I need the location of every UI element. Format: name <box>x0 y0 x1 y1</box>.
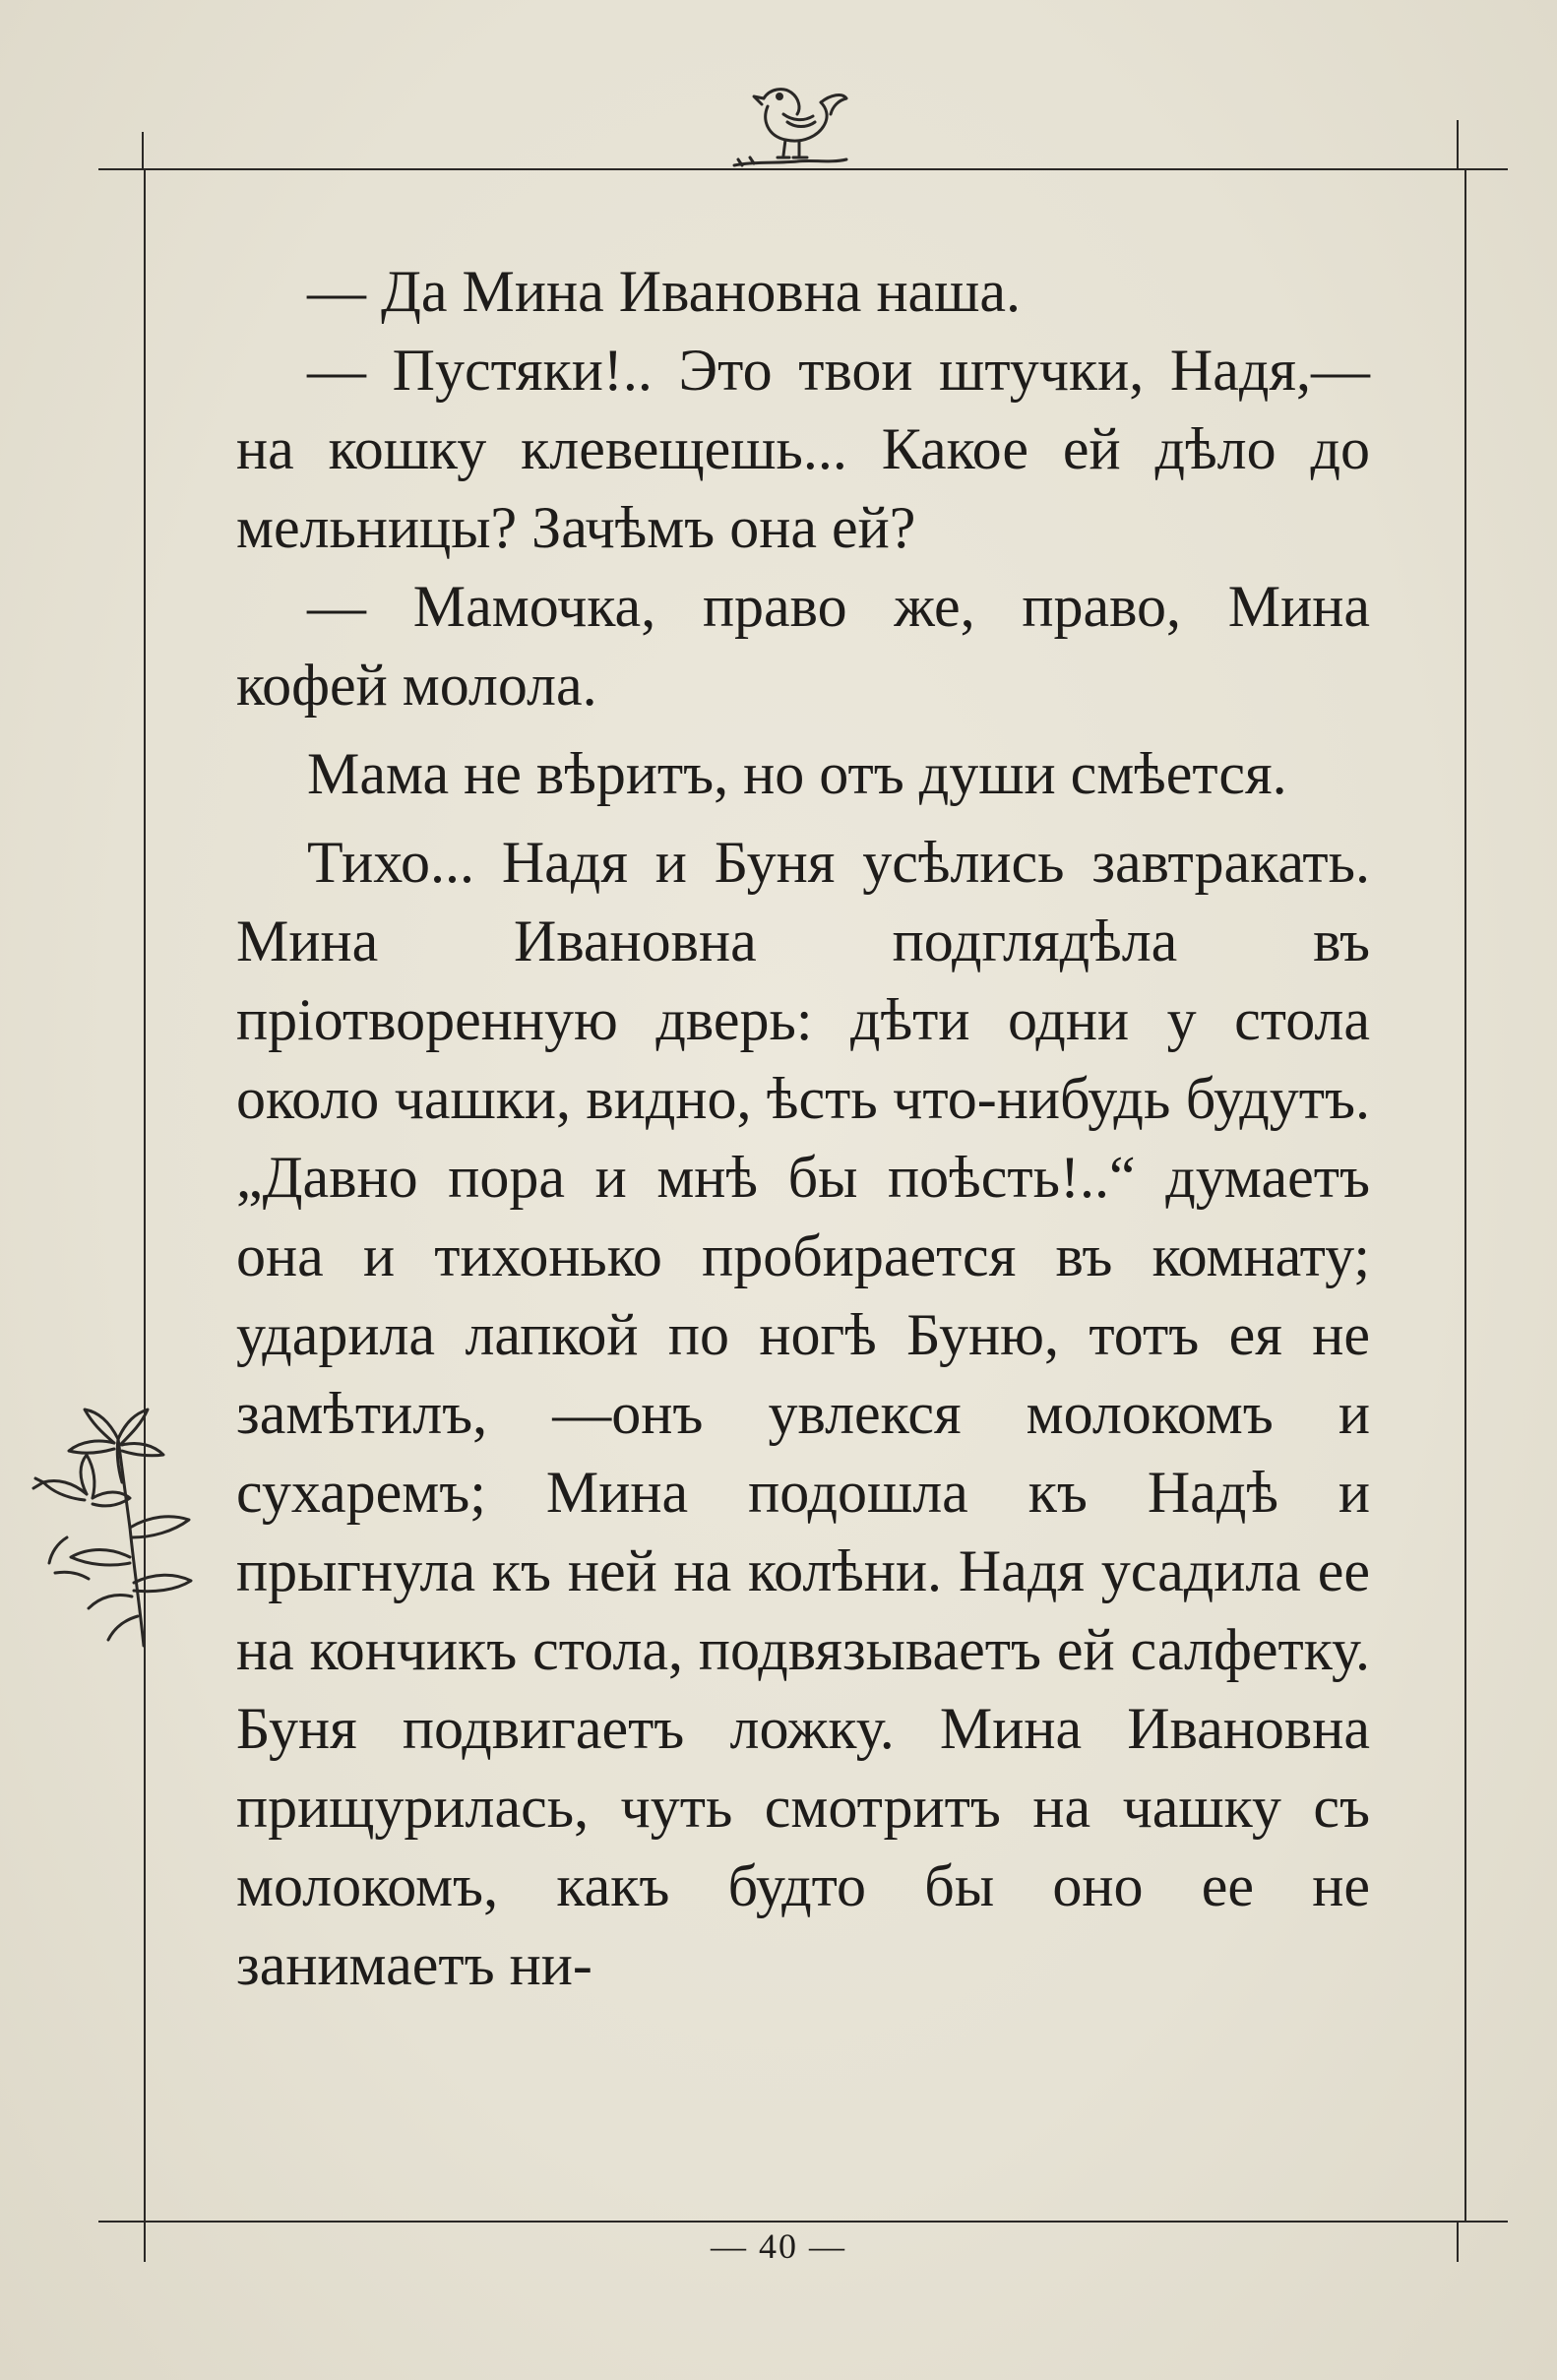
frame-right-rule <box>1464 168 1466 2223</box>
frame-tick <box>142 132 144 169</box>
frame-left-rule <box>144 168 146 2223</box>
bird-icon <box>728 81 851 171</box>
frame-tick <box>1457 120 1459 169</box>
paragraph: — Мамочка, право же, право, Мина кофей молола. <box>236 574 1370 718</box>
paragraph: — Да Мина Ивановна наша. <box>307 259 1022 324</box>
paragraph: Мама не вѣритъ, но отъ души смѣется. <box>307 741 1287 806</box>
paragraph: — Пустяки!.. Это твои штучки, Надя,—на кошку клевещешь... Какое ей дѣло до мельницы? Зачѣмъ она ей? <box>236 338 1370 560</box>
frame-bottom-rule <box>98 2221 1508 2223</box>
lily-icon <box>28 1400 195 1648</box>
page-number: — 40 — <box>711 2226 846 2266</box>
body-text <box>236 252 1370 2004</box>
paragraph: Тихо... Надя и Буня усѣлись завтракать. Мина Ивановна подглядѣла въ пріотворенную дверь: дѣти одни у стола около чашки, видно, ѣсть что-нибудь будутъ. „Давно пора и мнѣ бы поѣсть!..“ думаетъ она и тихонько пробирается въ комнату; ударила лапкой по ногѣ Буню, тотъ ея не замѣтилъ, —онъ увлекся молокомъ и сухаремъ; Мина подошла къ Надѣ и прыгнула къ ней на колѣни. Надя усадила ее на кончикъ стола, подвязываетъ ей салфетку. Буня подвигаетъ ложку. Мина Ивановна прищурилась, чуть смотритъ на чашку съ молокомъ, какъ будто бы оно ее не занимаетъ ни- <box>236 830 1370 1997</box>
